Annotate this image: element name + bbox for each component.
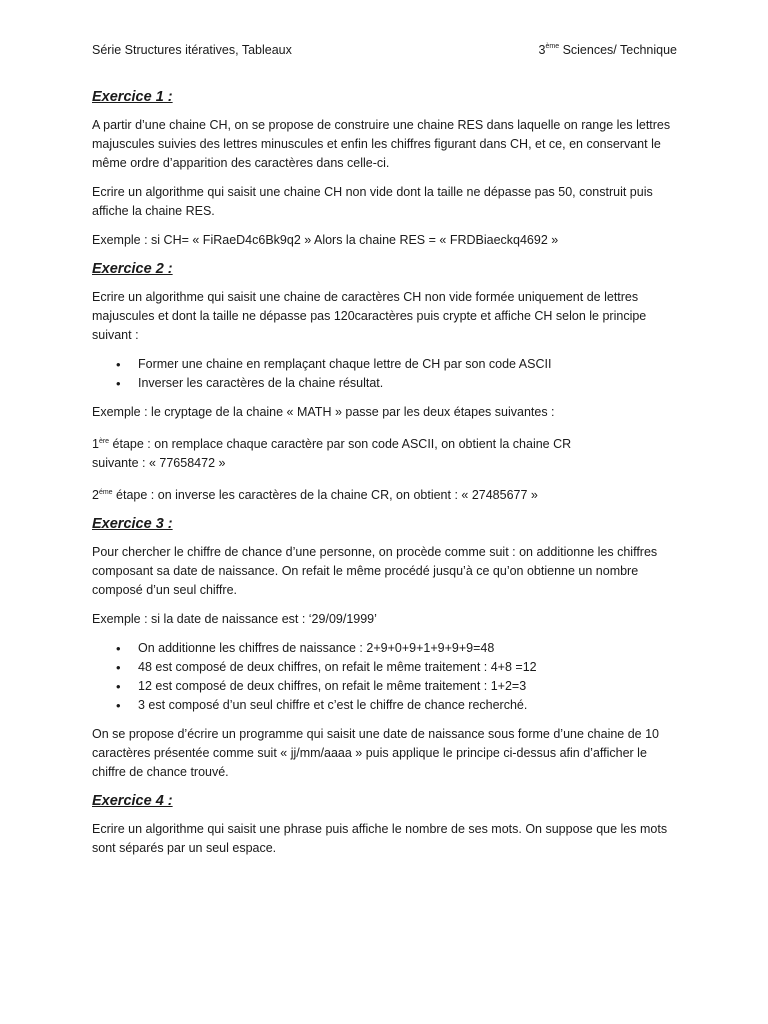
list-item: • Inverser les caractères de la chaine résultat. bbox=[138, 374, 680, 393]
exercise-1-title: Exercice 1 : bbox=[92, 89, 173, 105]
exercise-3-bullet-list bbox=[92, 639, 680, 715]
exercise-4-title: Exercice 4 : bbox=[92, 793, 173, 810]
exercise-3-example: Exemple : si la date de naissance est : ‘29/09/1999’ bbox=[92, 612, 377, 627]
exercise-1-paragraph-2: Ecrire un algorithme qui saisit une chaine CH non vide dont la taille ne dépasse pas 50, construit puis affiche la chaine RES. bbox=[92, 185, 653, 218]
exercise-3 bbox=[92, 515, 680, 782]
exercise-1-paragraph-1: A partir d’une chaine CH, on se propose de construire une chaine RES dans laquelle on range les lettres majuscules suivies des lettres minuscules et enfin les chiffres figurant dans CH, et ce, en conservant le même ordre d’apparition des caractères dans celle-ci. bbox=[92, 118, 671, 170]
exercise-2 bbox=[92, 260, 680, 505]
step-2-number: 2 bbox=[92, 488, 99, 503]
exercise-2-paragraph-1: Ecrire un algorithme qui saisit une chaine de caractères CH non vide formée uniquement de lettres majuscules et dont la taille ne dépasse pas 120caractères puis crypte et affiche CH selon le principe suivant : bbox=[92, 290, 647, 342]
header-level-text: Sciences/ Technique bbox=[559, 43, 677, 57]
exercise-3-paragraph-1: Pour chercher le chiffre de chance d’une personne, on procède comme suit : on additionne les chiffres composant sa date de naissance. On refait le même procédé jusqu’à ce qu’on obtienne un nombre composé d’un seul chiffre. bbox=[92, 545, 658, 598]
exercise-2-example: Exemple : le cryptage de la chaine « MATH » passe par les deux étapes suivantes : bbox=[92, 405, 555, 419]
header-level-suffix: ème bbox=[545, 42, 560, 50]
exercise-1 bbox=[92, 88, 680, 250]
list-item: • On additionne les chiffres de naissance : 2+9+0+9+1+9+9+9=48 bbox=[138, 639, 680, 658]
header-level-number: 3 bbox=[538, 43, 546, 57]
exercise-4-paragraph-1: Ecrire un algorithme qui saisit une phrase puis affiche le nombre de ses mots. On suppose que les mots sont séparés par un seul espace. bbox=[92, 822, 668, 856]
exercise-3-title: Exercice 3 : bbox=[92, 516, 173, 533]
list-item: • 12 est composé de deux chiffres, on refait le même traitement : 1+2=3 bbox=[138, 677, 680, 696]
step-1-number: 1 bbox=[92, 437, 99, 452]
exercise-2-step-2 bbox=[92, 483, 680, 505]
step-1-text-line-2: suivante : « 77658472 » bbox=[92, 456, 226, 471]
exercise-4 bbox=[92, 792, 680, 858]
exercise-1-example: Exemple : si CH= « FiRaeD4c6Bk9q2 » Alors la chaine RES = « FRDBiaeckq4692 » bbox=[92, 233, 559, 247]
exercise-3-paragraph-2: On se propose d’écrire un programme qui saisit une date de naissance sous forme d’une chaine de 10 caractères présentée comme suit « jj/mm/aaaa » puis applique le principe ci-dessus afin d’afficher le chiffre de chance trouvé. bbox=[92, 727, 660, 780]
step-1-ordinal: ère bbox=[98, 438, 110, 445]
step-1-text: étape : on remplace chaque caractère par son code ASCII, on obtient la chaine CR bbox=[109, 437, 572, 452]
header-level bbox=[539, 43, 677, 57]
page-header bbox=[92, 43, 677, 61]
header-series-title: Série Structures itératives, Tableaux bbox=[92, 43, 292, 57]
exercise-2-title: Exercice 2 : bbox=[92, 261, 173, 277]
list-item: • 48 est composé de deux chiffres, on refait le même traitement : 4+8 =12 bbox=[138, 658, 680, 677]
step-2-ordinal: éme bbox=[98, 489, 113, 497]
list-item: • 3 est composé d’un seul chiffre et c’est le chiffre de chance recherché. bbox=[138, 696, 680, 715]
document-body bbox=[92, 88, 680, 868]
exercise-2-step-1 bbox=[92, 432, 680, 473]
exercise-2-bullet-list bbox=[92, 355, 680, 393]
step-2-text: étape : on inverse les caractères de la chaine CR, on obtient : « 27485677 » bbox=[112, 488, 538, 503]
list-item: • Former une chaine en remplaçant chaque lettre de CH par son code ASCII bbox=[138, 355, 680, 374]
